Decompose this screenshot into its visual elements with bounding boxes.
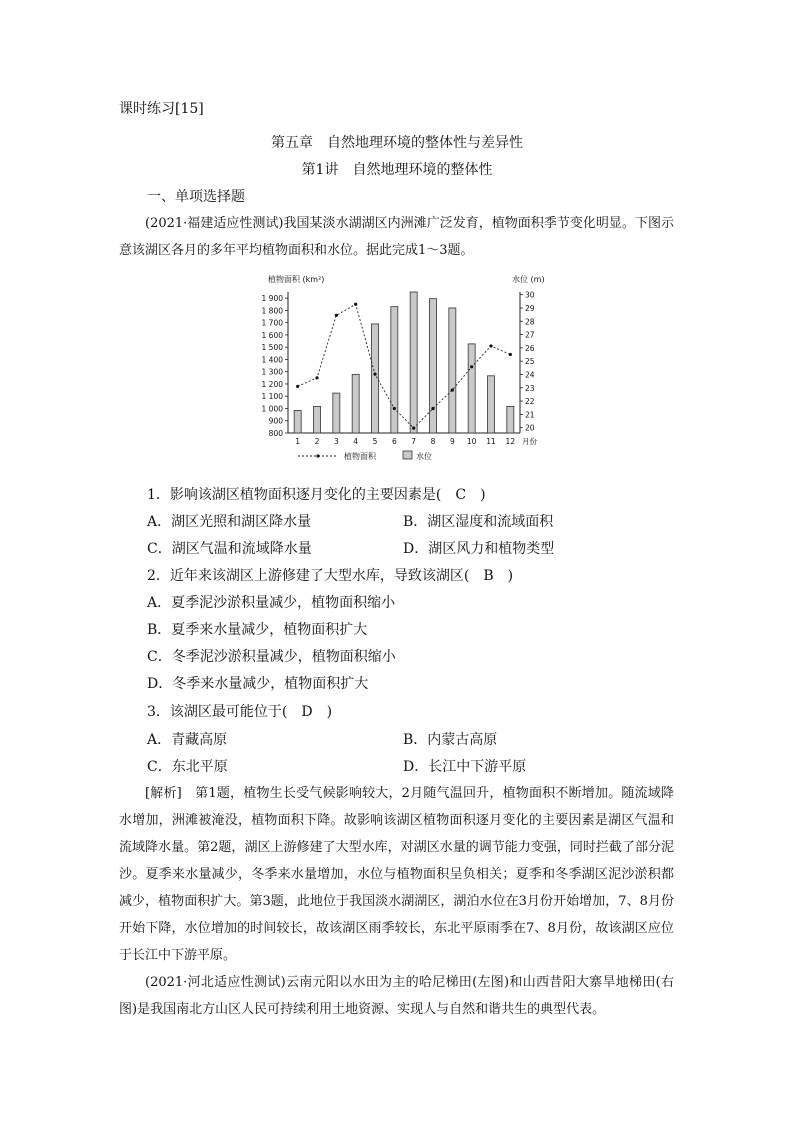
plant-area-line	[298, 304, 511, 428]
x-tick-label: 11	[486, 437, 496, 446]
right-axis-title: 水位 (m)	[512, 275, 545, 284]
water-level-bar	[372, 324, 379, 433]
x-tick-label: 9	[449, 437, 455, 446]
plant-area-point	[489, 344, 492, 347]
right-tick-label: 23	[525, 383, 535, 393]
x-tick-label: 1	[295, 437, 301, 446]
question-3-option-d: D．长江中下游平原	[403, 759, 527, 775]
left-tick-label: 1 200	[261, 379, 283, 389]
right-tick-label: 27	[525, 330, 535, 340]
right-tick-label: 21	[525, 410, 535, 420]
next-intro-paragraph	[119, 969, 674, 1023]
question-1-stem: 1．影响该湖区植物面积逐月变化的主要因素是( C )	[147, 487, 486, 503]
legend-water-level-label: 水位	[416, 452, 432, 461]
water-level-bar	[430, 299, 437, 433]
water-level-bar	[333, 393, 340, 433]
plant-area-point	[470, 365, 473, 368]
intro-text: (2021·福建适应性测试)我国某淡水湖湖区内洲滩广泛发育，植物面积季节变化明显。下图示意该湖区各月的多年平均植物面积和水位。据此完成1～3题。	[119, 216, 674, 258]
left-tick-label: 1 900	[261, 294, 283, 304]
legend-bar-swatch	[403, 451, 412, 459]
section-heading: 一、单项选择题	[147, 189, 245, 205]
left-tick-label: 1 300	[261, 367, 283, 377]
analysis-paragraph	[119, 780, 674, 969]
right-tick-label: 24	[525, 370, 535, 380]
plant-area-point	[335, 314, 338, 317]
left-axis-title: 植物面积 (km²)	[268, 275, 325, 284]
left-tick-label: 1 000	[261, 404, 283, 414]
analysis-text: [解析] 第1题，植物生长受气候影响较大，2月随气温回升，植物面积不断增加。随流域降水增加，洲滩被淹没，植物面积下降。故影响该湖区植物面积逐月变化的主要因素是湖区气温和流域降水量。第2题，湖区上游修建了大型水库，对湖区水量的调节能力变强，同时拦截了部分泥沙。夏季来水量减少，冬季来水量增加，水位与植物面积呈负相关；夏季和冬季湖区泥沙淤积都减少，植物面积扩大。第3题，此地位于我国淡水湖湖区，湖泊水位在3月份开始增加，7、8月份开始下降，水位增加的时间较长，故该湖区雨季较长，东北平原雨季在7、8月份，故该湖区应位于长江中下游平原。	[119, 786, 674, 963]
water-level-bar	[488, 376, 495, 433]
question-1-option-d: D．湖区风力和植物类型	[403, 541, 555, 557]
plant-area-point	[393, 407, 396, 410]
plant-area-point	[354, 303, 357, 306]
plant-area-point	[296, 385, 299, 388]
left-tick-label: 1 500	[261, 343, 283, 353]
x-tick-label: 6	[391, 437, 397, 446]
water-level-bar	[391, 307, 398, 433]
right-tick-label: 22	[525, 397, 535, 407]
x-tick-label: 3	[333, 437, 339, 446]
right-tick-label: 20	[525, 423, 535, 433]
left-tick-label: 900	[268, 416, 283, 426]
question-1-option-a: A．湖区光照和湖区降水量	[147, 514, 312, 530]
plant-area-point	[509, 353, 512, 356]
x-tick-label: 7	[411, 437, 417, 446]
right-tick-label: 30	[525, 290, 535, 300]
water-level-bar	[468, 344, 475, 433]
question-2-option-c: C．冬季泥沙淤积量减少，植物面积缩小	[147, 649, 396, 665]
plant-area-point	[315, 376, 318, 379]
x-tick-label: 2	[314, 437, 320, 446]
plant-area-point	[373, 373, 376, 376]
question-2-option-a: A．夏季泥沙淤积量减少，植物面积缩小	[147, 595, 396, 611]
intro-paragraph	[119, 210, 674, 264]
question-2-option-b: B．夏季来水量减少，植物面积扩大	[147, 622, 368, 638]
legend-line-dot	[316, 454, 319, 457]
right-tick-label: 29	[525, 303, 535, 313]
right-tick-label: 28	[525, 317, 535, 327]
water-level-bar	[507, 406, 514, 433]
lecture-title: 第1讲 自然地理环境的整体性	[301, 162, 493, 178]
question-3-option-c: C．东北平原	[147, 759, 228, 775]
next-intro-text: (2021·河北适应性测试)云南元阳以水田为主的哈尼梯田(左图)和山西昔阳大寨旱地梯田(右图)是我国南北方山区人民可持续利用土地资源、实现人与自然和谐共生的典型代表。	[119, 975, 674, 1017]
x-tick-label: 8	[430, 437, 436, 446]
x-tick-label: 12	[505, 437, 516, 446]
right-tick-label: 26	[525, 343, 535, 353]
question-3-option-a: A．青藏高原	[147, 732, 228, 748]
chapter-title: 第五章 自然地理环境的整体性与差异性	[271, 135, 523, 151]
question-1-option-b: B．湖区湿度和流域面积	[403, 514, 554, 530]
question-2-stem: 2．近年来该湖区上游修建了大型水库，导致该湖区( B )	[147, 568, 514, 584]
plant-area-point	[451, 388, 454, 391]
water-level-bar	[410, 292, 417, 433]
water-level-bar	[352, 374, 359, 433]
question-3-stem: 3．该湖区最可能位于( D )	[147, 704, 333, 720]
water-level-bar	[294, 410, 301, 433]
left-tick-label: 1 100	[261, 392, 283, 402]
x-tick-label: 4	[353, 437, 359, 446]
left-tick-label: 1 800	[261, 306, 283, 316]
left-tick-label: 1 700	[261, 318, 283, 328]
plant-area-point	[412, 426, 415, 429]
x-axis-suffix: 月份	[522, 437, 537, 446]
left-tick-label: 1 400	[261, 355, 283, 365]
question-1-option-c: C．湖区气温和流域降水量	[147, 541, 312, 557]
plant-area-point	[431, 407, 434, 410]
lesson-label: 课时练习[15]	[119, 101, 204, 117]
x-tick-label: 10	[466, 437, 477, 446]
water-level-bar	[449, 308, 456, 433]
left-tick-label: 1 600	[261, 330, 283, 340]
legend-plant-area-label: 植物面积	[344, 452, 376, 461]
question-2-option-d: D．冬季来水量减少，植物面积扩大	[147, 676, 369, 692]
left-tick-label: 800	[268, 429, 283, 438]
right-tick-label: 25	[525, 357, 535, 367]
water-level-bar	[314, 406, 321, 433]
question-3-option-b: B．内蒙古高原	[403, 732, 498, 748]
chart	[258, 270, 598, 470]
x-tick-label: 5	[372, 437, 378, 446]
